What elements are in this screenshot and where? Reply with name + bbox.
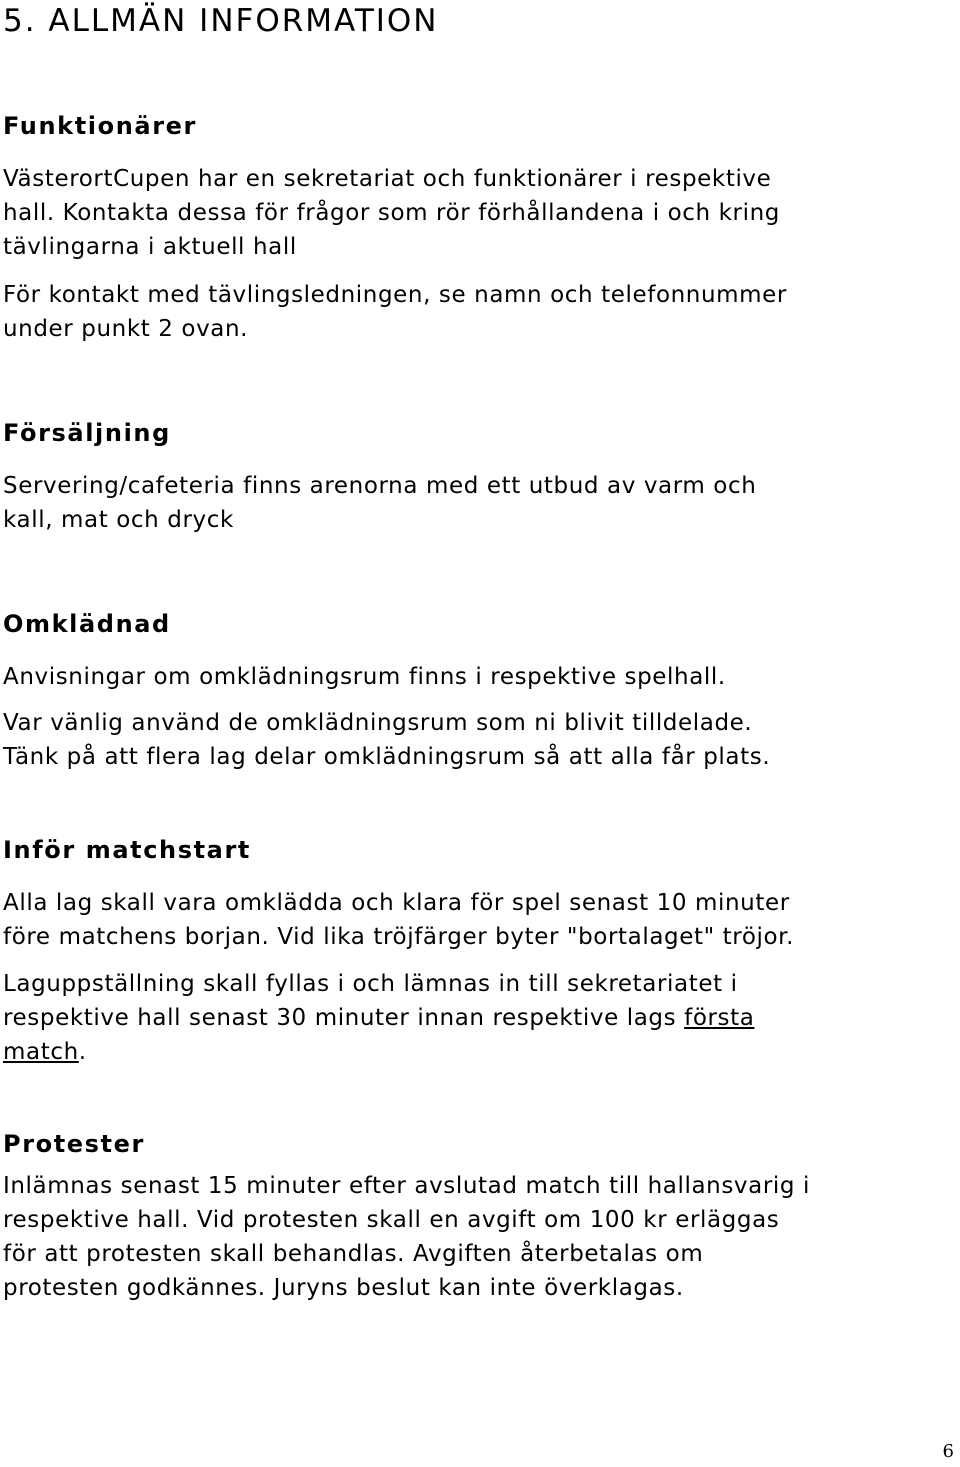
paragraph-line: protesten godkännes. Juryns beslut kan inte överklagas. <box>3 1275 684 1301</box>
section-heading-protester: Protester <box>3 1130 145 1158</box>
paragraph-line: Tänk på att flera lag delar omklädningsrum så att alla får plats. <box>3 744 771 770</box>
section-heading-funktionarer: Funktionärer <box>3 112 197 140</box>
underlined-text-match: match <box>3 1039 79 1065</box>
paragraph-omkladnad-please-use <box>3 706 770 774</box>
paragraph-line: hall. Kontakta dessa för frågor som rör förhållandena i och kring <box>3 200 780 226</box>
paragraph-line: kall, mat och dryck <box>3 507 234 533</box>
section-heading-forsaljning: Försäljning <box>3 419 171 447</box>
paragraph-infor-matchstart-lineup <box>3 967 754 1069</box>
chapter-title: 5. ALLMÄN INFORMATION <box>3 3 439 39</box>
paragraph-line: Var vänlig använd de omklädningsrum som ni blivit tilldelade. <box>3 710 753 736</box>
paragraph-protester <box>3 1169 810 1305</box>
paragraph-line: under punkt 2 ovan. <box>3 316 249 342</box>
section-heading-infor-matchstart: Inför matchstart <box>3 836 251 864</box>
paragraph-line: Anvisningar om omklädningsrum finns i respektive spelhall. <box>3 664 726 690</box>
paragraph-forsaljning <box>3 469 756 537</box>
paragraph-line: respektive hall. Vid protesten skall en avgift om 100 kr erläggas <box>3 1207 780 1233</box>
paragraph-line: För kontakt med tävlingsledningen, se namn och telefonnummer <box>3 282 787 308</box>
paragraph-funktionarer-contact-officials <box>3 162 780 264</box>
paragraph-line: Laguppställning skall fyllas i och lämnas in till sekretariatet i <box>3 971 738 997</box>
paragraph-line <box>3 1001 754 1035</box>
paragraph-line: tävlingarna i aktuell hall <box>3 234 297 260</box>
paragraph-text: respektive hall senast 30 minuter innan respektive lags <box>3 1005 685 1031</box>
paragraph-line: för att protesten skall behandlas. Avgiften återbetalas om <box>3 1241 704 1267</box>
paragraph-line: Alla lag skall vara omklädda och klara för spel senast 10 minuter <box>3 890 790 916</box>
paragraph-line: Servering/cafeteria finns arenorna med ett utbud av varm och <box>3 473 757 499</box>
underlined-text-forsta: första <box>684 1005 755 1031</box>
paragraph-omkladnad-instructions <box>3 660 726 694</box>
paragraph-funktionarer-contact-management <box>3 278 787 346</box>
page-number: 6 <box>942 1441 954 1462</box>
section-heading-omkladnad: Omklädnad <box>3 610 171 638</box>
paragraph-line: före matchens borjan. Vid lika tröjfärger byter "bortalaget" tröjor. <box>3 924 795 950</box>
paragraph-text: . <box>78 1039 87 1065</box>
paragraph-line <box>3 1035 754 1069</box>
paragraph-line: VästerortCupen har en sekretariat och funktionärer i respektive <box>3 166 772 192</box>
paragraph-infor-matchstart-ready <box>3 886 794 954</box>
paragraph-line: Inlämnas senast 15 minuter efter avslutad match till hallansvarig i <box>3 1173 810 1199</box>
